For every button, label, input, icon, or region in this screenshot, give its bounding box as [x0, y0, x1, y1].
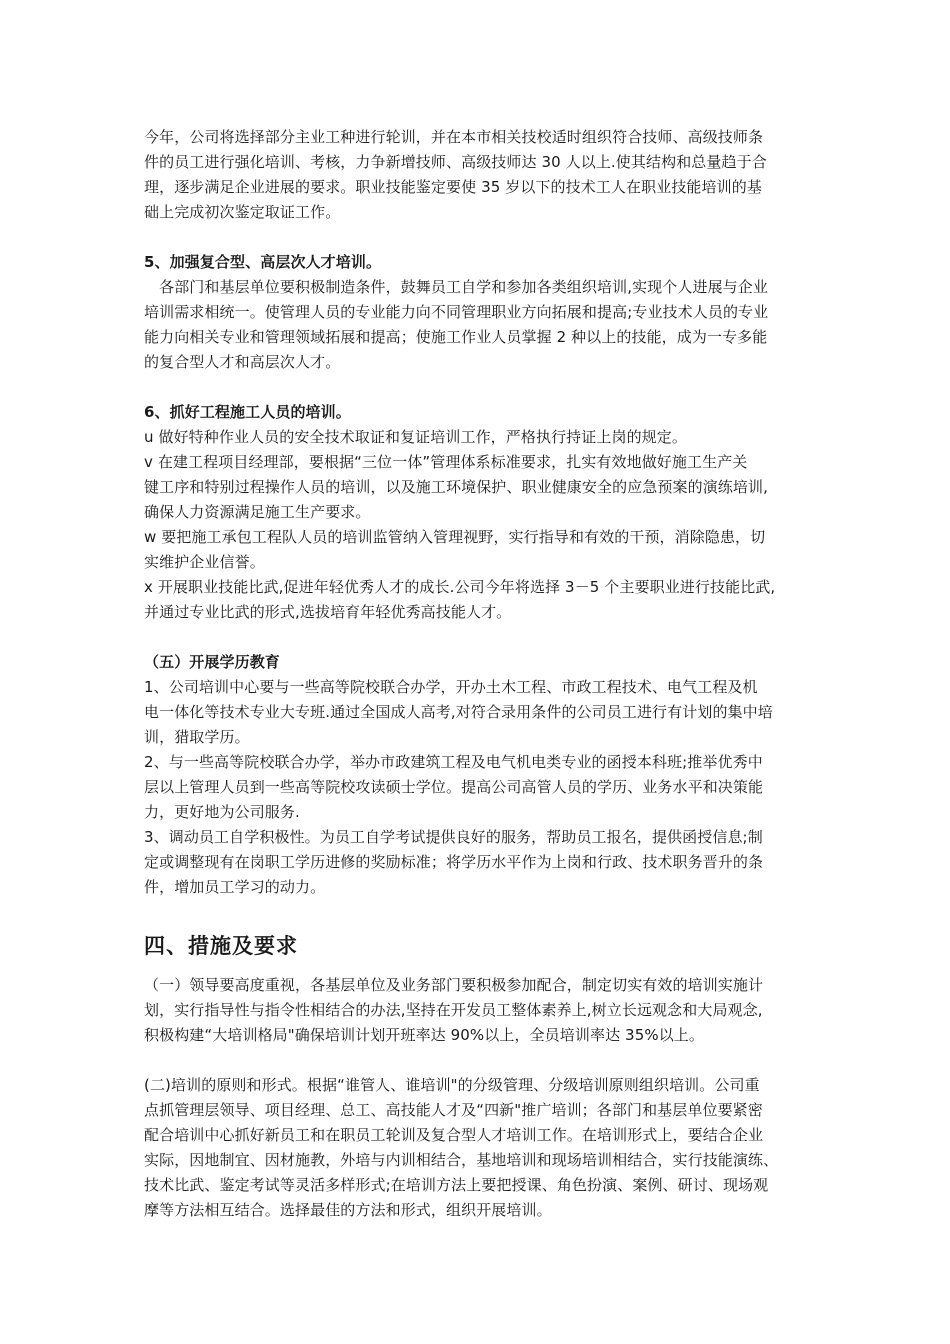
list-item: 确保人力资源满足施工生产要求。: [144, 503, 371, 521]
section-heading: （五）开展学历教育: [144, 653, 280, 671]
paragraph-line: (二)培训的原则和形式。根据“谁管人、谁培训"的分级管理、分级培训原则组织培训。公司重: [144, 1076, 760, 1094]
list-item: 并通过专业比武的形式,选拔培育年轻优秀高技能人才。: [144, 603, 512, 621]
paragraph-line: 理，逐步满足企业进展的要求。职业技能鉴定要使 35 岁以下的技术工人在职业技能培训的基: [144, 178, 762, 196]
list-item: v 在建工程项目经理部，要根据“三位一体”管理体系标准要求，扎实有效地做好施工生产关: [144, 453, 748, 471]
list-item: 3、调动员工自学积极性。为员工自学考试提供良好的服务，帮助员工报名，提供函授信息;制: [144, 828, 763, 846]
chapter-heading: 四、措施及要求: [144, 934, 298, 958]
paragraph-line: 划，实行指导性与指令性相结合的办法,坚持在开发员工整体素养上,树立长远观念和大局观念,: [144, 1001, 763, 1019]
list-item: 力，更好地为公司服务.: [144, 803, 300, 821]
list-item: 层以上管理人员到一些高等院校攻读硕士学位。提高公司高管人员的学历、业务水平和决策能: [144, 778, 764, 796]
paragraph-line: 今年，公司将选择部分主业工种进行轮训，并在本市相关技校适时组织符合技师、高级技师条: [144, 128, 764, 146]
paragraph-line: 的复合型人才和高层次人才。: [144, 353, 341, 371]
paragraph-line: 点抓管理层领导、项目经理、总工、高技能人才及“四新"推广培训；各部门和基层单位要紧密: [144, 1101, 763, 1119]
paragraph-line: 摩等方法相互结合。选择最佳的方法和形式，组织开展培训。: [144, 1201, 552, 1219]
paragraph-line: 能力向相关专业和管理领域拓展和提高；使施工作业人员掌握 2 种以上的技能，成为一专多能: [144, 328, 768, 346]
paragraph-line: 各部门和基层单位要积极制造条件，鼓舞员工自学和参加各类组织培训,实现个人进展与企业: [144, 278, 768, 296]
list-item: 2、与一些高等院校联合办学，举办市政建筑工程及电气机电类专业的函授本科班;推举优秀中: [144, 753, 763, 771]
section-heading: 5、加强复合型、高层次人才培训。: [144, 253, 382, 271]
paragraph-line: 培训需求相统一。使管理人员的专业能力向不同管理职业方向拓展和提高;专业技术人员的专业: [144, 303, 769, 321]
list-item: 电一体化等技术专业大专班.通过全国成人高考,对符合录用条件的公司员工进行有计划的集中培: [144, 703, 773, 721]
section-heading: 6、抓好工程施工人员的培训。: [144, 403, 351, 421]
list-item: u 做好特种作业人员的安全技术取证和复证培训工作，严格执行持证上岗的规定。: [144, 428, 687, 446]
paragraph-line: 积极构建“大培训格局"确保培训计划开班率达 90%以上，全员培训率达 35%以上。: [144, 1026, 704, 1044]
paragraph-line: 技术比武、鉴定考试等灵活多样形式;在培训方法上要把授课、角色扮演、案例、研讨、现场观: [144, 1176, 769, 1194]
paragraph-line: （一）领导要高度重视，各基层单位及业务部门要积极参加配合，制定切实有效的培训实施计: [144, 976, 764, 994]
list-item: 件，增加员工学习的动力。: [144, 878, 326, 896]
paragraph-line: 实际，因地制宜、因材施教，外培与内训相结合，基地培训和现场培训相结合，实行技能演练、: [144, 1151, 779, 1169]
list-item: 1、公司培训中心要与一些高等院校联合办学，开办土木工程、市政工程技术、电气工程及机: [144, 678, 758, 696]
list-item: w 要把施工承包工程队人员的培训监管纳入管理视野，实行指导和有效的干预，消除隐患，切: [144, 528, 766, 546]
paragraph-line: 件的员工进行强化培训、考核，力争新增技师、高级技师达 30 人以上.使其结构和总量趋于合: [144, 153, 767, 171]
paragraph-line: 配合培训中心抓好新员工和在职员工轮训及复合型人才培训工作。在培训形式上，要结合企业: [144, 1126, 764, 1144]
list-item: 实维护企业信誉。: [144, 553, 265, 571]
list-item: 定或调整现有在岗职工学历进修的奖励标准；将学历水平作为上岗和行政、技术职务晋升的条: [144, 853, 764, 871]
list-item: x 开展职业技能比武,促进年轻优秀人才的成长.公司今年将选择 3－5 个主要职业进行技能比武,: [144, 578, 776, 596]
list-item: 训，猎取学历。: [144, 728, 250, 746]
paragraph-line: 础上完成初次鉴定取证工作。: [144, 203, 341, 221]
list-item: 键工序和特别过程操作人员的培训，以及施工环境保护、职业健康安全的应急预案的演练培训,: [144, 478, 768, 496]
